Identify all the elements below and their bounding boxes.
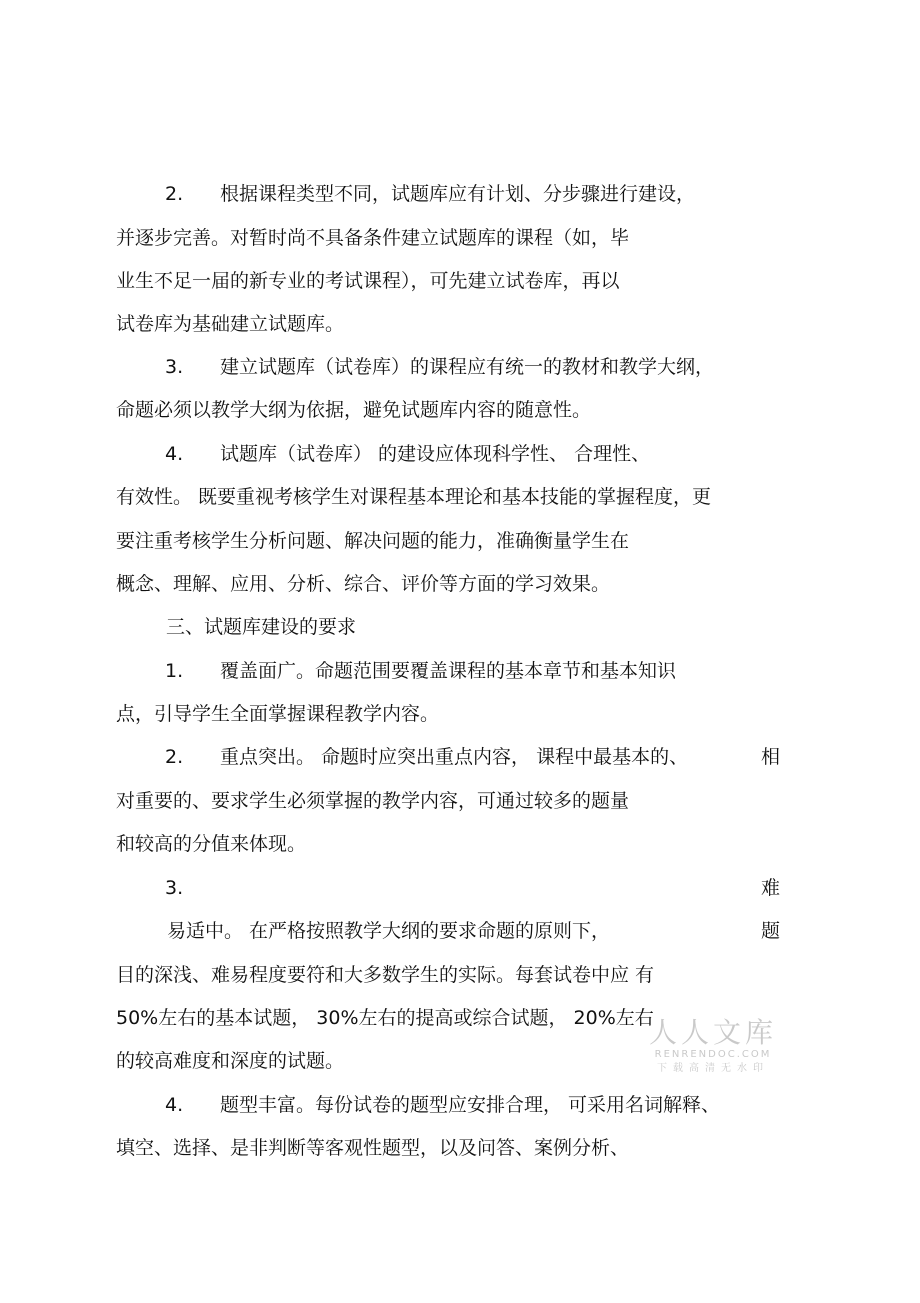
p2-number: 2. <box>165 183 184 205</box>
p3-line2: 命题必须以教学大纲为依据，避免试题库内容的随意性。 <box>116 399 592 421</box>
r3-line4: 50%左右的基本试题， 30%左右的提高或综合试题， 20%左右 <box>116 1007 654 1029</box>
watermark-subtitle: 下载高清无水印 <box>657 1063 769 1074</box>
r3-text-line2: 易适中。 在严格按照教学大纲的要求命题的原则下， <box>167 920 611 942</box>
r2-number: 2. <box>165 746 184 768</box>
p2-line4: 试卷库为基础建立试题库。 <box>116 313 345 335</box>
r3-text-line1-end: 难 <box>761 877 781 899</box>
r2-text-line1: 重点突出。 命题时应突出重点内容， 课程中最基本的、 <box>220 746 689 768</box>
p4-line3: 要注重考核学生分析问题、解决问题的能力，准确衡量学生在 <box>116 530 630 552</box>
r3-number: 3. <box>165 877 184 899</box>
r4-text-line1: 题型丰富。每份试卷的题型应安排合理， 可采用名词解释、 <box>220 1094 721 1116</box>
r4-line2: 填空、选择、是非判断等客观性题型，以及问答、案例分析、 <box>116 1137 630 1159</box>
section-heading: 三、试题库建设的要求 <box>166 616 357 638</box>
watermark-url: RENRENDOC.COM <box>654 1049 772 1060</box>
p2-line3: 业生不足一届的新专业的考试课程），可先建立试卷库，再以 <box>116 270 620 292</box>
r1-number: 1. <box>165 660 184 682</box>
watermark-logo: 人人文库 <box>648 1016 777 1049</box>
p4-text-line1: 试题库（试卷库） 的建设应体现科学性、 合理性、 <box>220 443 651 465</box>
watermark <box>648 1018 778 1076</box>
p2-line2: 并逐步完善。对暂时尚不具备条件建立试题库的课程（如，毕 <box>116 227 630 249</box>
r1-line2: 点，引导学生全面掌握课程教学内容。 <box>116 703 440 725</box>
p2-text-line1: 根据课程类型不同，试题库应有计划、分步骤进行建设， <box>220 183 696 205</box>
r2-text-line1-end: 相 <box>761 746 781 768</box>
p4-line4: 概念、理解、应用、分析、综合、评价等方面的学习效果。 <box>116 573 611 595</box>
p3-text-line1: 建立试题库（试卷库）的课程应有统一的教材和教学大纲， <box>220 356 715 378</box>
p3-number: 3. <box>165 356 184 378</box>
r3-line3: 目的深浅、难易程度要符和大多数学生的实际。每套试卷中应 有 <box>116 964 655 986</box>
r4-number: 4. <box>165 1094 184 1116</box>
r3-text-line2-end: 题 <box>761 920 781 942</box>
p4-line2: 有效性。 既要重视考核学生对课程基本理论和基本技能的掌握程度，更 <box>116 486 712 508</box>
p4-number: 4. <box>165 443 184 465</box>
r2-line3: 和较高的分值来体现。 <box>116 833 307 855</box>
r2-line2: 对重要的、要求学生必须掌握的教学内容，可通过较多的题量 <box>116 790 630 812</box>
r3-line5: 的较高难度和深度的试题。 <box>116 1050 345 1072</box>
r1-text-line1: 覆盖面广。命题范围要覆盖课程的基本章节和基本知识 <box>220 660 677 682</box>
